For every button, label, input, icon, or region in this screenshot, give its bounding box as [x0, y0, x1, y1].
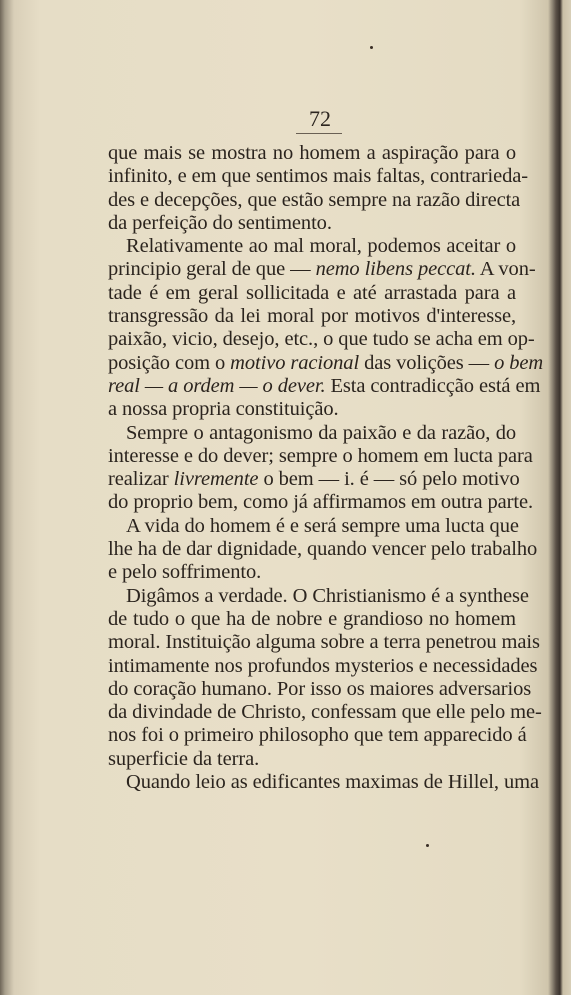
text-line [108, 538, 538, 561]
text-run: principio geral de que — [108, 258, 316, 281]
text-run: do proprio bem, como já affirmamos em outra parte. [108, 491, 533, 514]
text-run: intimamente nos profundos mysterios e necessidades [108, 654, 538, 677]
text-run: interesse e do dever; sempre o homem em lucta para [108, 444, 533, 467]
text-run: A vida do homem é e será sempre uma lucta que [126, 514, 519, 537]
text-line [108, 235, 516, 258]
text-run: posição com o [108, 351, 231, 374]
text-line [108, 654, 538, 678]
text-line [108, 468, 520, 491]
text-run: da perfeição do sentimento. [108, 211, 332, 234]
text-run: Relativamente ao mal moral, podemos aceitar o [126, 235, 516, 258]
text-line [108, 608, 516, 631]
italic-text: livremente [173, 468, 259, 491]
header-rule [296, 133, 342, 134]
text-run: da divindade de Christo, confessam que elle pelo me- [108, 701, 542, 724]
text-line [108, 165, 528, 188]
text-run: e pelo soffrimento. [108, 561, 262, 584]
text-line [108, 305, 516, 328]
text-line [108, 514, 519, 538]
body-text [108, 142, 544, 794]
page-number: 72 [309, 106, 331, 131]
text-run: Digâmos a verdade. O Christianismo é a synthese [126, 584, 529, 607]
text-run: superficie da terra. [108, 747, 260, 770]
text-line [108, 561, 516, 584]
text-line [108, 188, 521, 212]
text-run: das volições — [359, 351, 495, 374]
text-line [108, 258, 536, 281]
text-line [108, 374, 541, 398]
text-line [108, 444, 533, 468]
text-run: Sempre o antagonismo da paixão e da razão, do [126, 421, 516, 444]
text-line [108, 351, 544, 375]
text-line [108, 398, 516, 421]
text-run: infinito, e em que sentimos mais faltas, contrarieda- [108, 165, 528, 188]
text-line [108, 584, 529, 608]
text-run: que mais se mostra no homem a aspiração para o [108, 142, 516, 164]
italic-text: o bem [494, 351, 544, 374]
text-run: de tudo o que ha de nobre e grandioso no homem [108, 607, 516, 630]
text-run: Esta contradicção está em [325, 374, 541, 397]
text-run: des e decepções, que estão sempre na razão directa [108, 188, 521, 211]
text-line [108, 724, 527, 747]
italic-text: nemo libens peccat. [315, 258, 476, 281]
text-run: transgressão da lei moral por motivos d'interesse, [108, 305, 516, 328]
text-run: nos foi o primeiro philosopho que tem apparecido á [108, 724, 527, 747]
text-run: moral. Instituição alguma sobre a terra penetrou mais [108, 631, 540, 654]
text-run: lhe ha de dar dignidade, quando vencer pelo trabalho [108, 538, 538, 561]
text-line [108, 328, 535, 351]
text-line [108, 142, 516, 165]
text-run: a nossa propria constituição. [108, 398, 339, 421]
ink-speck [426, 844, 429, 847]
text-run: A von- [475, 258, 536, 281]
italic-text: motivo racional [230, 351, 360, 374]
text-line [108, 701, 542, 724]
text-line [108, 631, 540, 654]
text-line [108, 212, 516, 235]
italic-text: real — a ordem — o dever. [108, 374, 326, 397]
ink-speck [370, 46, 373, 49]
text-line [108, 491, 533, 514]
text-line [108, 748, 516, 771]
text-run: Quando leio as edificantes maximas de Hillel, uma [126, 771, 539, 794]
text-run: tade é em geral sollicitada e até arrastada para a [108, 281, 516, 304]
text-line [108, 422, 516, 445]
text-line [108, 282, 516, 305]
text-line [108, 771, 539, 794]
text-run: o bem — i. é — só pelo motivo [258, 468, 520, 491]
text-run: paixão, vicio, desejo, etc., o que tudo se acha em op- [108, 328, 535, 351]
text-line [108, 677, 532, 701]
text-run: realizar [108, 468, 174, 491]
text-run: do coração humano. Por isso os maiores adversarios [108, 677, 532, 700]
